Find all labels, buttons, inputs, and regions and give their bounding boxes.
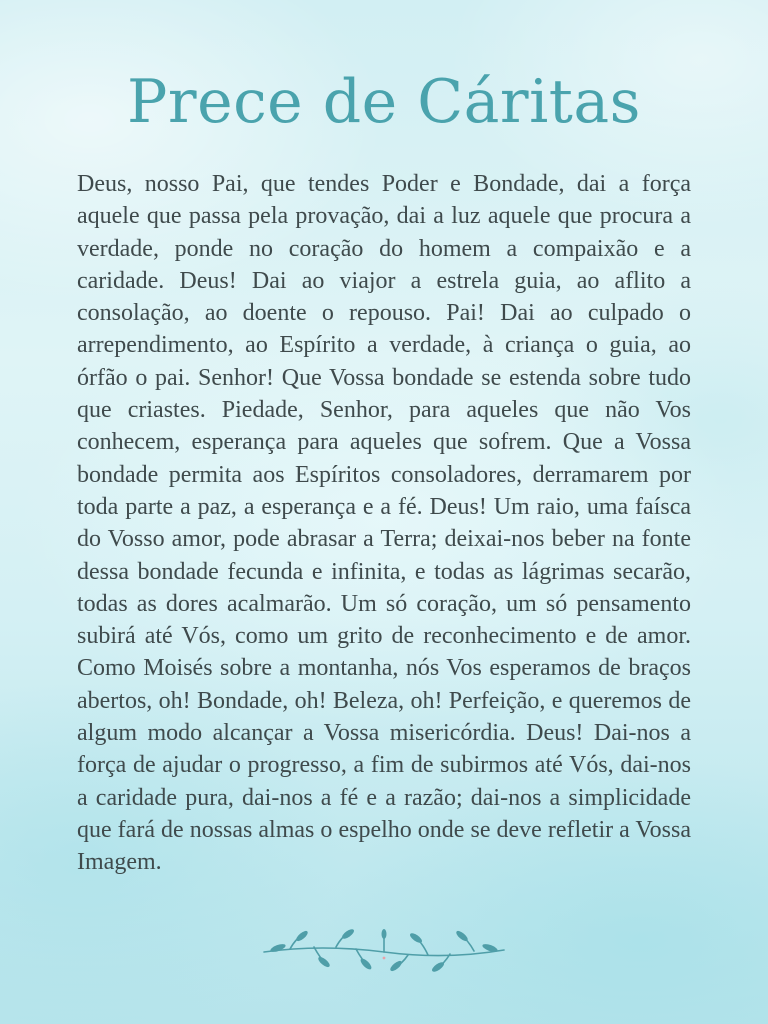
- page-title: Prece de Cáritas: [127, 67, 641, 137]
- leaf-branch-divider-icon: [260, 928, 508, 974]
- prayer-text: Deus, nosso Pai, que tendes Poder e Bondade, dai a força aquele que passa pela provação, dai a luz aquele que procura a verdade, ponde no coração do homem a compaixão e a caridade. Deus! Dai ao viajor a estrela guia, ao aflito a consolação, ao doente o repouso. Pai! Dai ao culpado o arrependimento, ao Espírito a verdade, à criança o guia, ao órfão o pai. Senhor! Que Vossa bondade se estenda sobre tudo que criastes. Piedade, Senhor, para aqueles que não Vos conhecem, esperança para aqueles que sofrem. Que a Vossa bondade permita aos Espíritos consoladores, derramarem por toda parte a paz, a esperança e a fé. Deus! Um raio, uma faísca do Vosso amor, pode abrasar a Terra; deixai-nos beber na fonte dessa bondade fecunda e infinita, e todas as lágrimas secarão, todas as dores acalmarão. Um só coração, um só pensamento subirá até Vós, como um grito de reconhecimento e de amor. Como Moisés sobre a montanha, nós Vos esperamos de braços abertos, oh! Bondade, oh! Beleza, oh! Perfeição, e queremos de algum modo alcançar a Vossa misericórdia. Deus! Dai-nos a força de ajudar o progresso, a fim de subirmos até Vós, dai-nos a caridade pura, dai-nos a fé e a razão; dai-nos a simplicidade que fará de nossas almas o espelho onde se deve refletir a Vossa Imagem.: [77, 171, 691, 876]
